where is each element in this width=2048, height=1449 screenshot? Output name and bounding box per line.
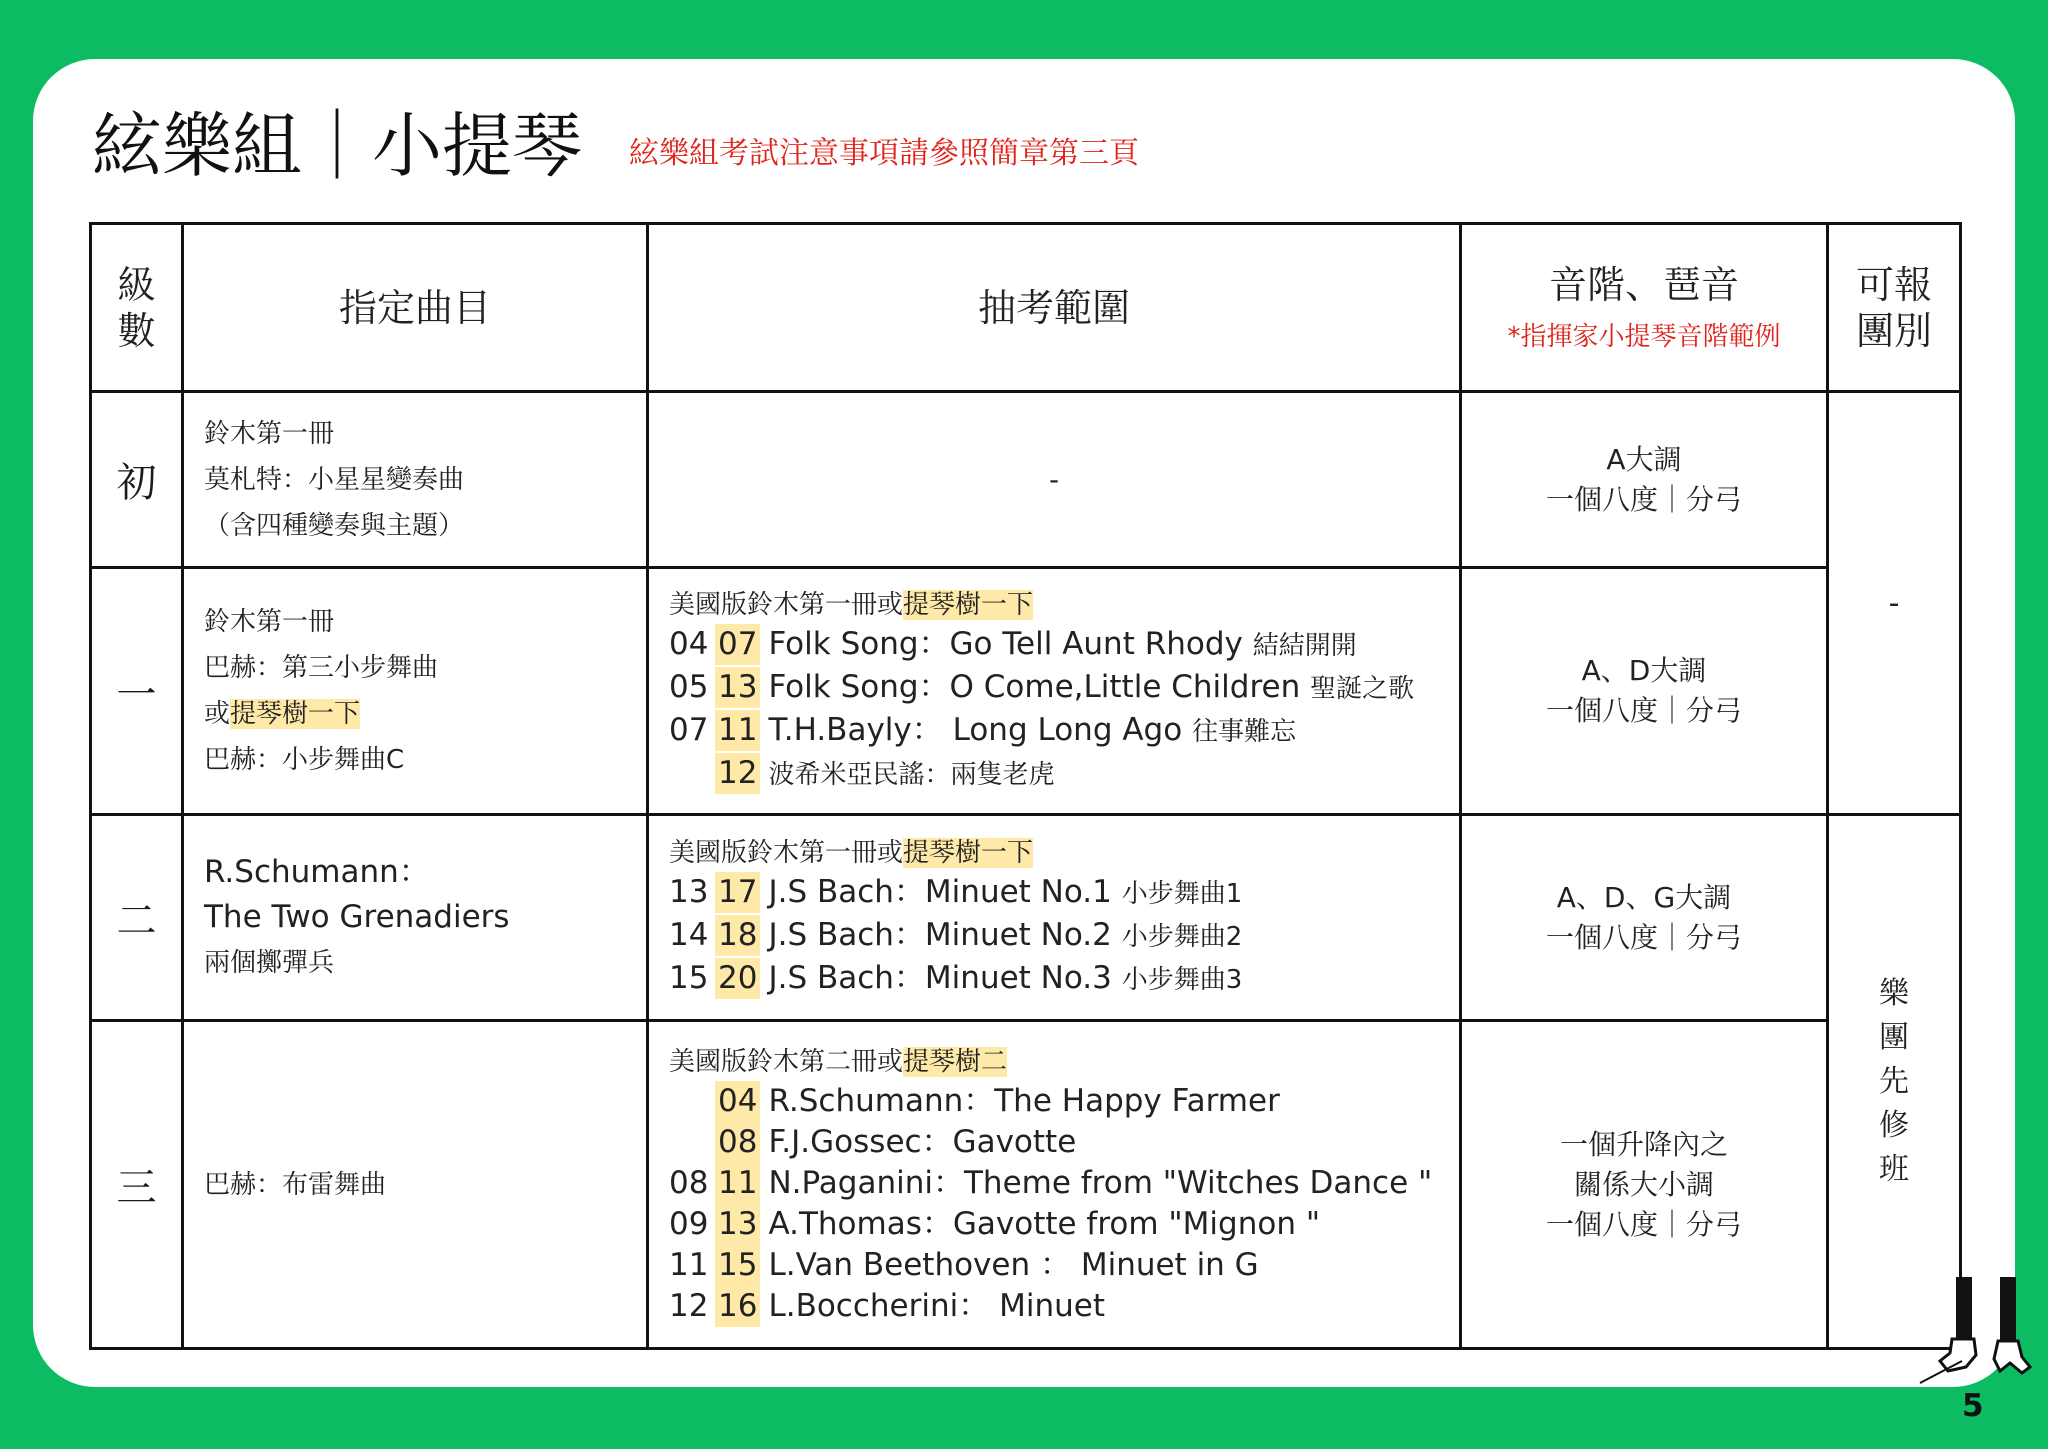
- header-level-text: 級數: [117, 262, 156, 353]
- range-line: [669, 710, 1459, 753]
- scale-line: 一個八度｜分弓: [1545, 482, 1742, 516]
- track-number: 07: [669, 712, 709, 748]
- track-number-highlight: 11: [715, 1163, 760, 1204]
- pieces-cell: [183, 392, 648, 568]
- track-number-highlight: 07: [715, 624, 760, 665]
- level-cell: 二: [91, 815, 183, 1021]
- pieces-cell: [183, 1021, 648, 1349]
- scale-line: 一個八度｜分弓: [1545, 920, 1742, 954]
- piece-line: 鈴木第一冊: [204, 418, 335, 449]
- table-row: [91, 392, 1961, 568]
- piece-title-en: L.Van Beethoven ： Minuet in G: [768, 1246, 1259, 1283]
- range-cell: [648, 1021, 1461, 1349]
- piece-title-zh: 小步舞曲2: [1121, 922, 1243, 952]
- piece-or: 或: [204, 699, 231, 729]
- table-row: [91, 568, 1961, 815]
- piece-title-en: F.J.Gossec：Gavotte: [768, 1123, 1077, 1160]
- piece-title-en: N.Paganini：Theme from "Witches Dance ": [768, 1164, 1433, 1201]
- scales-cell: [1461, 815, 1828, 1021]
- level-cell: 三: [91, 1021, 183, 1349]
- track-number-highlight: 13: [715, 667, 760, 708]
- range-line: [669, 1122, 1459, 1163]
- table-header-row: [91, 224, 1961, 392]
- book-name: 美國版鈴木第一冊或: [669, 590, 904, 620]
- piece-title-en: T.H.Bayly： Long Long Ago: [768, 712, 1183, 748]
- scales-cell: [1461, 392, 1828, 568]
- track-number: 05: [669, 669, 709, 705]
- piece-line: 鈴木第一冊: [204, 607, 335, 637]
- piece-title-zh: 聖誕之歌: [1310, 674, 1415, 704]
- book-line: [669, 586, 1459, 624]
- piece-title-zh: 往事難忘: [1192, 717, 1297, 747]
- track-number: 04: [669, 626, 709, 662]
- scales-cell: [1461, 568, 1828, 815]
- book-line: [669, 834, 1459, 872]
- hands-illustration: [1918, 1275, 2036, 1385]
- book-name: 美國版鈴木第一冊或: [669, 838, 904, 868]
- track-number: 08: [669, 1164, 709, 1201]
- header-scales: [1461, 224, 1828, 392]
- track-number-highlight: 08: [715, 1122, 760, 1163]
- track-number-highlight: 20: [715, 958, 760, 999]
- page-number: 5: [1962, 1388, 1984, 1424]
- book-name: 美國版鈴木第二冊或: [669, 1046, 904, 1077]
- range-line: [669, 624, 1459, 667]
- track-number-highlight: 04: [715, 1081, 760, 1122]
- range-line: [669, 958, 1459, 1001]
- range-cell: -: [648, 392, 1461, 568]
- piece-title-zh: 小步舞曲3: [1121, 965, 1243, 995]
- piece-title-zh: 小步舞曲1: [1121, 879, 1243, 909]
- scale-line: 一個八度｜分弓: [1545, 1207, 1742, 1241]
- track-number: 11: [669, 1246, 709, 1283]
- range-line: [669, 1081, 1459, 1122]
- piece-line: 莫札特：小星星變奏曲: [204, 464, 465, 495]
- header-scales-note[interactable]: *指揮家小提琴音階範例: [1507, 322, 1781, 352]
- track-number: 13: [669, 874, 709, 910]
- range-line: [669, 872, 1459, 915]
- table-row: [91, 815, 1961, 1021]
- track-number: 12: [669, 1287, 709, 1324]
- track-number-highlight: 12: [715, 753, 760, 794]
- group-cell-bottom: [1828, 815, 1961, 1349]
- range-line: [669, 1286, 1459, 1327]
- track-number-highlight: 17: [715, 872, 760, 913]
- range-cell: [648, 568, 1461, 815]
- scale-line: A、D大調: [1581, 654, 1707, 687]
- piece-title-en: R.Schumann：The Happy Farmer: [768, 1082, 1280, 1119]
- piece-line: 巴赫：小步舞曲C: [204, 745, 405, 775]
- book-highlight: 提琴樹二: [903, 1046, 1008, 1077]
- book-highlight: 提琴樹一下: [903, 838, 1034, 868]
- header-group-text: 可報團別: [1855, 262, 1932, 353]
- header-range: [648, 224, 1461, 392]
- header-level: [91, 224, 183, 392]
- title-note: 絃樂組考試注意事項請參照簡章第三頁: [629, 136, 1139, 171]
- track-number-highlight: 16: [715, 1286, 760, 1327]
- range-line: [669, 667, 1459, 710]
- range-line: [669, 1245, 1459, 1286]
- piece-line: R.Schumann：: [204, 853, 430, 890]
- pieces-cell: [183, 568, 648, 815]
- book-line: [669, 1043, 1459, 1081]
- track-number-highlight: 11: [715, 710, 760, 751]
- scale-line: 一個升降內之: [1559, 1127, 1728, 1161]
- piece-line: [204, 691, 646, 737]
- header-scales-text: 音階、琶音: [1548, 263, 1739, 307]
- syllabus-table: [89, 222, 1962, 1350]
- header-pieces: [183, 224, 648, 392]
- piece-highlight: 提琴樹一下: [230, 699, 361, 729]
- group-label: 樂團先修班: [1879, 975, 1909, 1187]
- piece-line: 兩個擲彈兵: [204, 947, 335, 978]
- piece-title-en: L.Boccherini： Minuet: [768, 1287, 1105, 1324]
- header-pieces-text: 指定曲目: [338, 285, 491, 330]
- group-cell-top: -: [1828, 392, 1961, 815]
- track-number: 14: [669, 917, 709, 953]
- piece-title-zh: 波希米亞民謠：兩隻老虎: [768, 760, 1055, 790]
- piece-line: 巴赫：第三小步舞曲: [204, 653, 439, 683]
- level-cell: 一: [91, 568, 183, 815]
- book-highlight: 提琴樹一下: [903, 590, 1034, 620]
- piece-line: （含四種變奏與主題）: [204, 510, 465, 541]
- track-number: 09: [669, 1205, 709, 1242]
- track-number-highlight: 15: [715, 1245, 760, 1286]
- scales-cell: [1461, 1021, 1828, 1349]
- piece-title-en: J.S Bach：Minuet No.2: [768, 917, 1112, 953]
- pieces-cell: [183, 815, 648, 1021]
- range-line: [669, 915, 1459, 958]
- track-number: 15: [669, 960, 709, 996]
- piece-line: 巴赫：布雷舞曲: [204, 1169, 387, 1200]
- piece-line: The Two Grenadiers: [204, 898, 510, 935]
- level-cell: 初: [91, 392, 183, 568]
- piece-title-en: J.S Bach：Minuet No.1: [768, 874, 1112, 910]
- header-group: [1828, 224, 1961, 392]
- piece-title-en: J.S Bach：Minuet No.3: [768, 960, 1112, 996]
- piece-title-zh: 結結開開: [1252, 631, 1357, 661]
- table-row: [91, 1021, 1961, 1349]
- piece-title-en: Folk Song：O Come,Little Children: [768, 669, 1301, 705]
- piece-title-en: Folk Song：Go Tell Aunt Rhody: [768, 626, 1243, 662]
- scale-line: 關係大小調: [1573, 1167, 1714, 1201]
- scale-line: A、D、G大調: [1556, 880, 1732, 914]
- range-line: [669, 753, 1459, 796]
- range-cell: [648, 815, 1461, 1021]
- header-range-text: 抽考範圍: [977, 285, 1130, 330]
- page-title: 絃樂組｜小提琴: [92, 105, 582, 187]
- track-number-highlight: 18: [715, 915, 760, 956]
- range-line: [669, 1204, 1459, 1245]
- scale-line: A大調: [1606, 442, 1682, 476]
- track-number-highlight: 13: [715, 1204, 760, 1245]
- range-line: [669, 1163, 1459, 1204]
- scale-line: 一個八度｜分弓: [1545, 694, 1742, 727]
- piece-title-en: A.Thomas：Gavotte from "Mignon ": [768, 1205, 1321, 1242]
